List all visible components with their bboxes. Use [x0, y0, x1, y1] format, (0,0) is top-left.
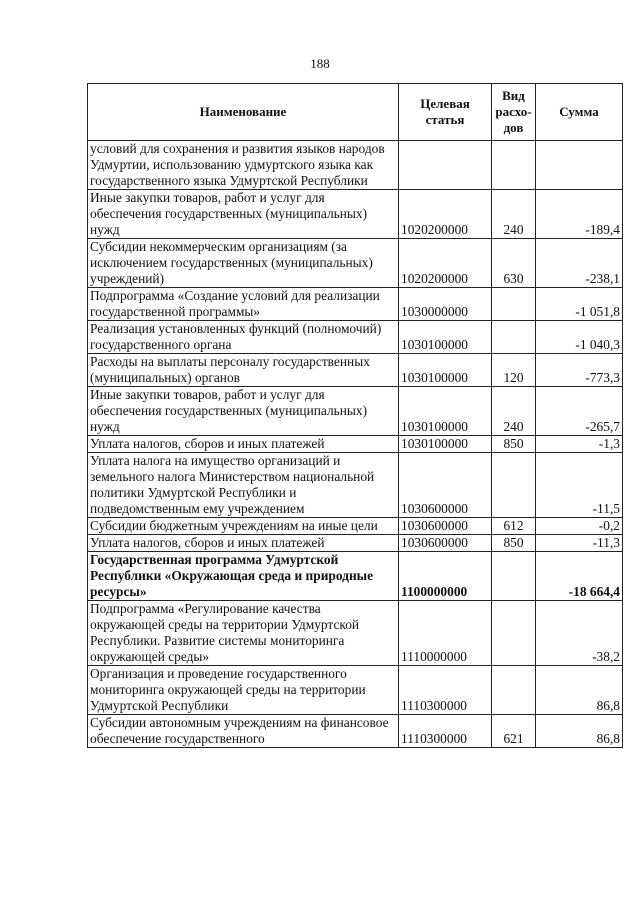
row-type: 621	[492, 715, 536, 748]
row-code: 1030600000	[399, 518, 492, 535]
row-name: Расходы на выплаты персоналу государственных (муниципальных) органов	[88, 354, 399, 387]
row-name: Уплата налогов, сборов и иных платежей	[88, 535, 399, 552]
row-sum: -11,3	[536, 535, 623, 552]
row-code: 1030100000	[399, 387, 492, 436]
table-row	[88, 190, 623, 239]
row-type: 850	[492, 436, 536, 453]
row-code: 1020200000	[399, 239, 492, 288]
budget-table	[87, 83, 623, 748]
row-sum: -1 040,3	[536, 321, 623, 354]
row-sum: -18 664,4	[536, 552, 623, 601]
row-sum: -1,3	[536, 436, 623, 453]
row-name: Субсидии некоммерческим организациям (за исключением государственных (муниципальных) учреждений)	[88, 239, 399, 288]
row-code: 1110000000	[399, 601, 492, 666]
row-code: 1030100000	[399, 354, 492, 387]
table-row	[88, 552, 623, 601]
row-code: 1030100000	[399, 321, 492, 354]
row-name: Субсидии автономным учреждениям на финансовое обеспечение государственного	[88, 715, 399, 748]
row-type	[492, 288, 536, 321]
row-type: 120	[492, 354, 536, 387]
row-type: 630	[492, 239, 536, 288]
row-code	[399, 141, 492, 190]
row-sum: -38,2	[536, 601, 623, 666]
row-type: 850	[492, 535, 536, 552]
row-sum: -238,1	[536, 239, 623, 288]
row-sum: -1 051,8	[536, 288, 623, 321]
table-row	[88, 387, 623, 436]
row-code: 1030000000	[399, 288, 492, 321]
row-type	[492, 141, 536, 190]
row-sum	[536, 141, 623, 190]
table-row	[88, 354, 623, 387]
table-row	[88, 288, 623, 321]
row-name: Уплата налогов, сборов и иных платежей	[88, 436, 399, 453]
row-name: Уплата налога на имущество организаций и земельного налога Министерством национальной политики Удмуртской Республики и подведомственным ему учреждением	[88, 453, 399, 518]
row-type	[492, 321, 536, 354]
row-name: Организация и проведение государственного мониторинга окружающей среды на территории Удмуртской Республики	[88, 666, 399, 715]
table-header-row	[88, 84, 623, 141]
row-type	[492, 552, 536, 601]
row-name: Реализация установленных функций (полномочий) государственного органа	[88, 321, 399, 354]
row-name: Подпрограмма «Создание условий для реализации государственной программы»	[88, 288, 399, 321]
header-sum: Сумма	[536, 84, 623, 141]
header-type: Вид расхо-дов	[492, 84, 536, 141]
row-type: 240	[492, 387, 536, 436]
page-number: 188	[310, 56, 330, 71]
row-sum: -11,5	[536, 453, 623, 518]
table-row	[88, 715, 623, 748]
header-code: Целевая статья	[399, 84, 492, 141]
table-row	[88, 453, 623, 518]
table-row	[88, 239, 623, 288]
row-sum: -265,7	[536, 387, 623, 436]
row-type: 240	[492, 190, 536, 239]
row-type: 612	[492, 518, 536, 535]
row-name: Иные закупки товаров, работ и услуг для обеспечения государственных (муниципальных) нужд	[88, 190, 399, 239]
row-sum: 86,8	[536, 666, 623, 715]
row-code: 1020200000	[399, 190, 492, 239]
row-code: 1030600000	[399, 453, 492, 518]
row-code: 1110300000	[399, 666, 492, 715]
table-row	[88, 666, 623, 715]
table-row	[88, 141, 623, 190]
row-code: 1110300000	[399, 715, 492, 748]
row-code: 1100000000	[399, 552, 492, 601]
row-sum: 86,8	[536, 715, 623, 748]
row-sum: -773,3	[536, 354, 623, 387]
row-name: условий для сохранения и развития языков народов Удмуртии, использованию удмуртского языка как государственного языка Удмуртской Республики	[88, 141, 399, 190]
row-sum: -0,2	[536, 518, 623, 535]
table-row	[88, 518, 623, 535]
header-name: Наименование	[88, 84, 399, 141]
row-sum: -189,4	[536, 190, 623, 239]
row-name: Подпрограмма «Регулирование качества окружающей среды на территории Удмуртской Республики. Развитие системы мониторинга окружающей среды»	[88, 601, 399, 666]
table-row	[88, 535, 623, 552]
row-name: Субсидии бюджетным учреждениям на иные цели	[88, 518, 399, 535]
row-type	[492, 453, 536, 518]
row-name: Иные закупки товаров, работ и услуг для обеспечения государственных (муниципальных) нужд	[88, 387, 399, 436]
row-code: 1030600000	[399, 535, 492, 552]
table-row	[88, 321, 623, 354]
row-name: Государственная программа Удмуртской Республики «Окружающая среда и природные ресурсы»	[88, 552, 399, 601]
table-row	[88, 601, 623, 666]
table-row	[88, 436, 623, 453]
row-code: 1030100000	[399, 436, 492, 453]
row-type	[492, 601, 536, 666]
row-type	[492, 666, 536, 715]
